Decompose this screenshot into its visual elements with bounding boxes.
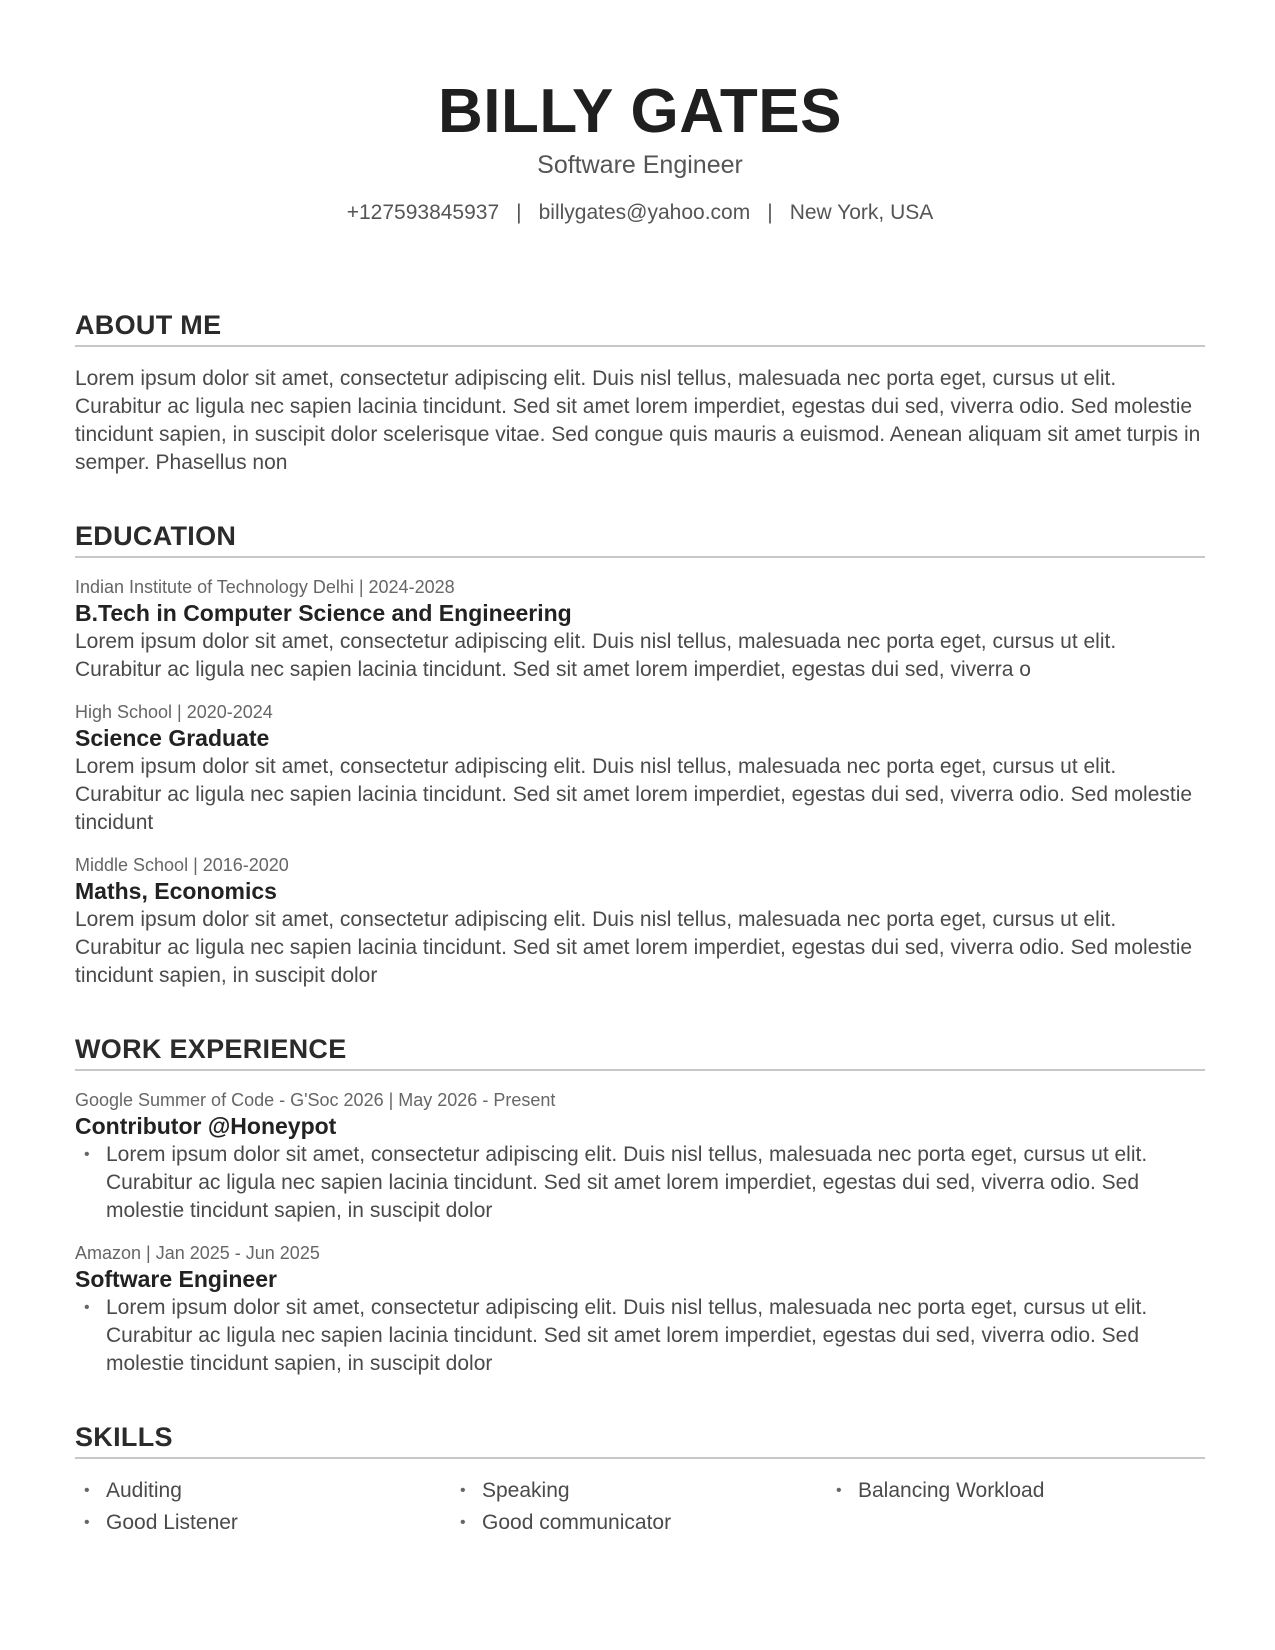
work-entry bbox=[75, 1242, 1205, 1378]
work-section bbox=[75, 1034, 1205, 1378]
contact-line bbox=[75, 200, 1205, 226]
education-degree: Maths, Economics bbox=[75, 878, 277, 904]
education-degree: Science Graduate bbox=[75, 725, 270, 751]
skills-section bbox=[75, 1422, 1205, 1537]
contact-separator: | bbox=[516, 201, 522, 224]
skill-item: • Balancing Workload bbox=[827, 1477, 1205, 1505]
education-section bbox=[75, 521, 1205, 990]
about-section bbox=[75, 310, 1205, 477]
education-degree: B.Tech in Computer Science and Engineering bbox=[75, 600, 572, 626]
contact-email: billygates@yahoo.com bbox=[538, 201, 751, 224]
education-entry bbox=[75, 854, 1205, 990]
about-title: ABOUT ME bbox=[75, 310, 1205, 347]
contact-location: New York, USA bbox=[789, 201, 934, 224]
resume-header bbox=[75, 0, 1205, 226]
work-bullets bbox=[75, 1294, 1205, 1378]
contact-separator: | bbox=[767, 201, 773, 224]
education-entry bbox=[75, 701, 1205, 837]
education-text: Lorem ipsum dolor sit amet, consectetur adipiscing elit. Duis nisl tellus, malesuada nec porta eget, cursus ut elit. Curabitur ac ligula nec sapien lacinia tincidunt. Sed sit amet lorem imperdiet, egestas dui sed, viverra odio. Sed molestie tincidunt sapien, in suscipit dolor bbox=[75, 908, 1193, 987]
work-bullet: • Lorem ipsum dolor sit amet, consectetur adipiscing elit. Duis nisl tellus, malesuada nec porta eget, cursus ut elit. Curabitur ac ligula nec sapien lacinia tincidunt. Sed sit amet lorem imperdiet, egestas dui sed, viverra odio. Sed molestie tincidunt sapien, in suscipit dolor bbox=[75, 1141, 1205, 1225]
education-meta: Middle School | 2016-2020 bbox=[75, 855, 289, 875]
skill-item: • Auditing bbox=[75, 1477, 451, 1505]
work-position: Contributor @Honeypot bbox=[75, 1113, 337, 1139]
education-text: Lorem ipsum dolor sit amet, consectetur adipiscing elit. Duis nisl tellus, malesuada nec porta eget, cursus ut elit. Curabitur ac ligula nec sapien lacinia tincidunt. Sed sit amet lorem imperdiet, egestas dui sed, viverra o bbox=[75, 630, 1117, 681]
work-title: WORK EXPERIENCE bbox=[75, 1034, 1205, 1071]
contact-phone: +127593845937 bbox=[346, 201, 500, 224]
work-meta: Amazon | Jan 2025 - Jun 2025 bbox=[75, 1243, 320, 1263]
skill-item: • Speaking bbox=[451, 1477, 827, 1505]
about-text: Lorem ipsum dolor sit amet, consectetur adipiscing elit. Duis nisl tellus, malesuada nec porta eget, cursus ut elit. Curabitur ac ligula nec sapien lacinia tincidunt. Sed sit amet lorem imperdiet, egestas dui sed, viverra odio. Sed molestie tincidunt sapien, in suscipit dolor scelerisque vitae. Sed congue quis mauris a euismod. Aenean aliquam sit amet turpis in semper. Phasellus non bbox=[75, 367, 1201, 474]
work-bullet: • Lorem ipsum dolor sit amet, consectetur adipiscing elit. Duis nisl tellus, malesuada nec porta eget, cursus ut elit. Curabitur ac ligula nec sapien lacinia tincidunt. Sed sit amet lorem imperdiet, egestas dui sed, viverra odio. Sed molestie tincidunt sapien, in suscipit dolor bbox=[75, 1294, 1205, 1378]
candidate-name: BILLY GATES bbox=[438, 77, 842, 146]
education-text: Lorem ipsum dolor sit amet, consectetur adipiscing elit. Duis nisl tellus, malesuada nec porta eget, cursus ut elit. Curabitur ac ligula nec sapien lacinia tincidunt. Sed sit amet lorem imperdiet, egestas dui sed, viverra odio. Sed molestie tincidunt bbox=[75, 755, 1193, 834]
education-title: EDUCATION bbox=[75, 521, 1205, 558]
work-entry bbox=[75, 1089, 1205, 1225]
skill-item: • Good communicator bbox=[451, 1509, 827, 1537]
work-bullets bbox=[75, 1141, 1205, 1225]
skills-title: SKILLS bbox=[75, 1422, 1205, 1459]
education-entry bbox=[75, 576, 1205, 684]
candidate-role: Software Engineer bbox=[537, 151, 743, 179]
skills-grid bbox=[75, 1477, 1205, 1537]
education-meta: Indian Institute of Technology Delhi | 2024-2028 bbox=[75, 577, 455, 597]
education-meta: High School | 2020-2024 bbox=[75, 702, 273, 722]
work-position: Software Engineer bbox=[75, 1266, 277, 1292]
skill-item: • Good Listener bbox=[75, 1509, 451, 1537]
work-meta: Google Summer of Code - G'Soc 2026 | May 2026 - Present bbox=[75, 1090, 556, 1110]
